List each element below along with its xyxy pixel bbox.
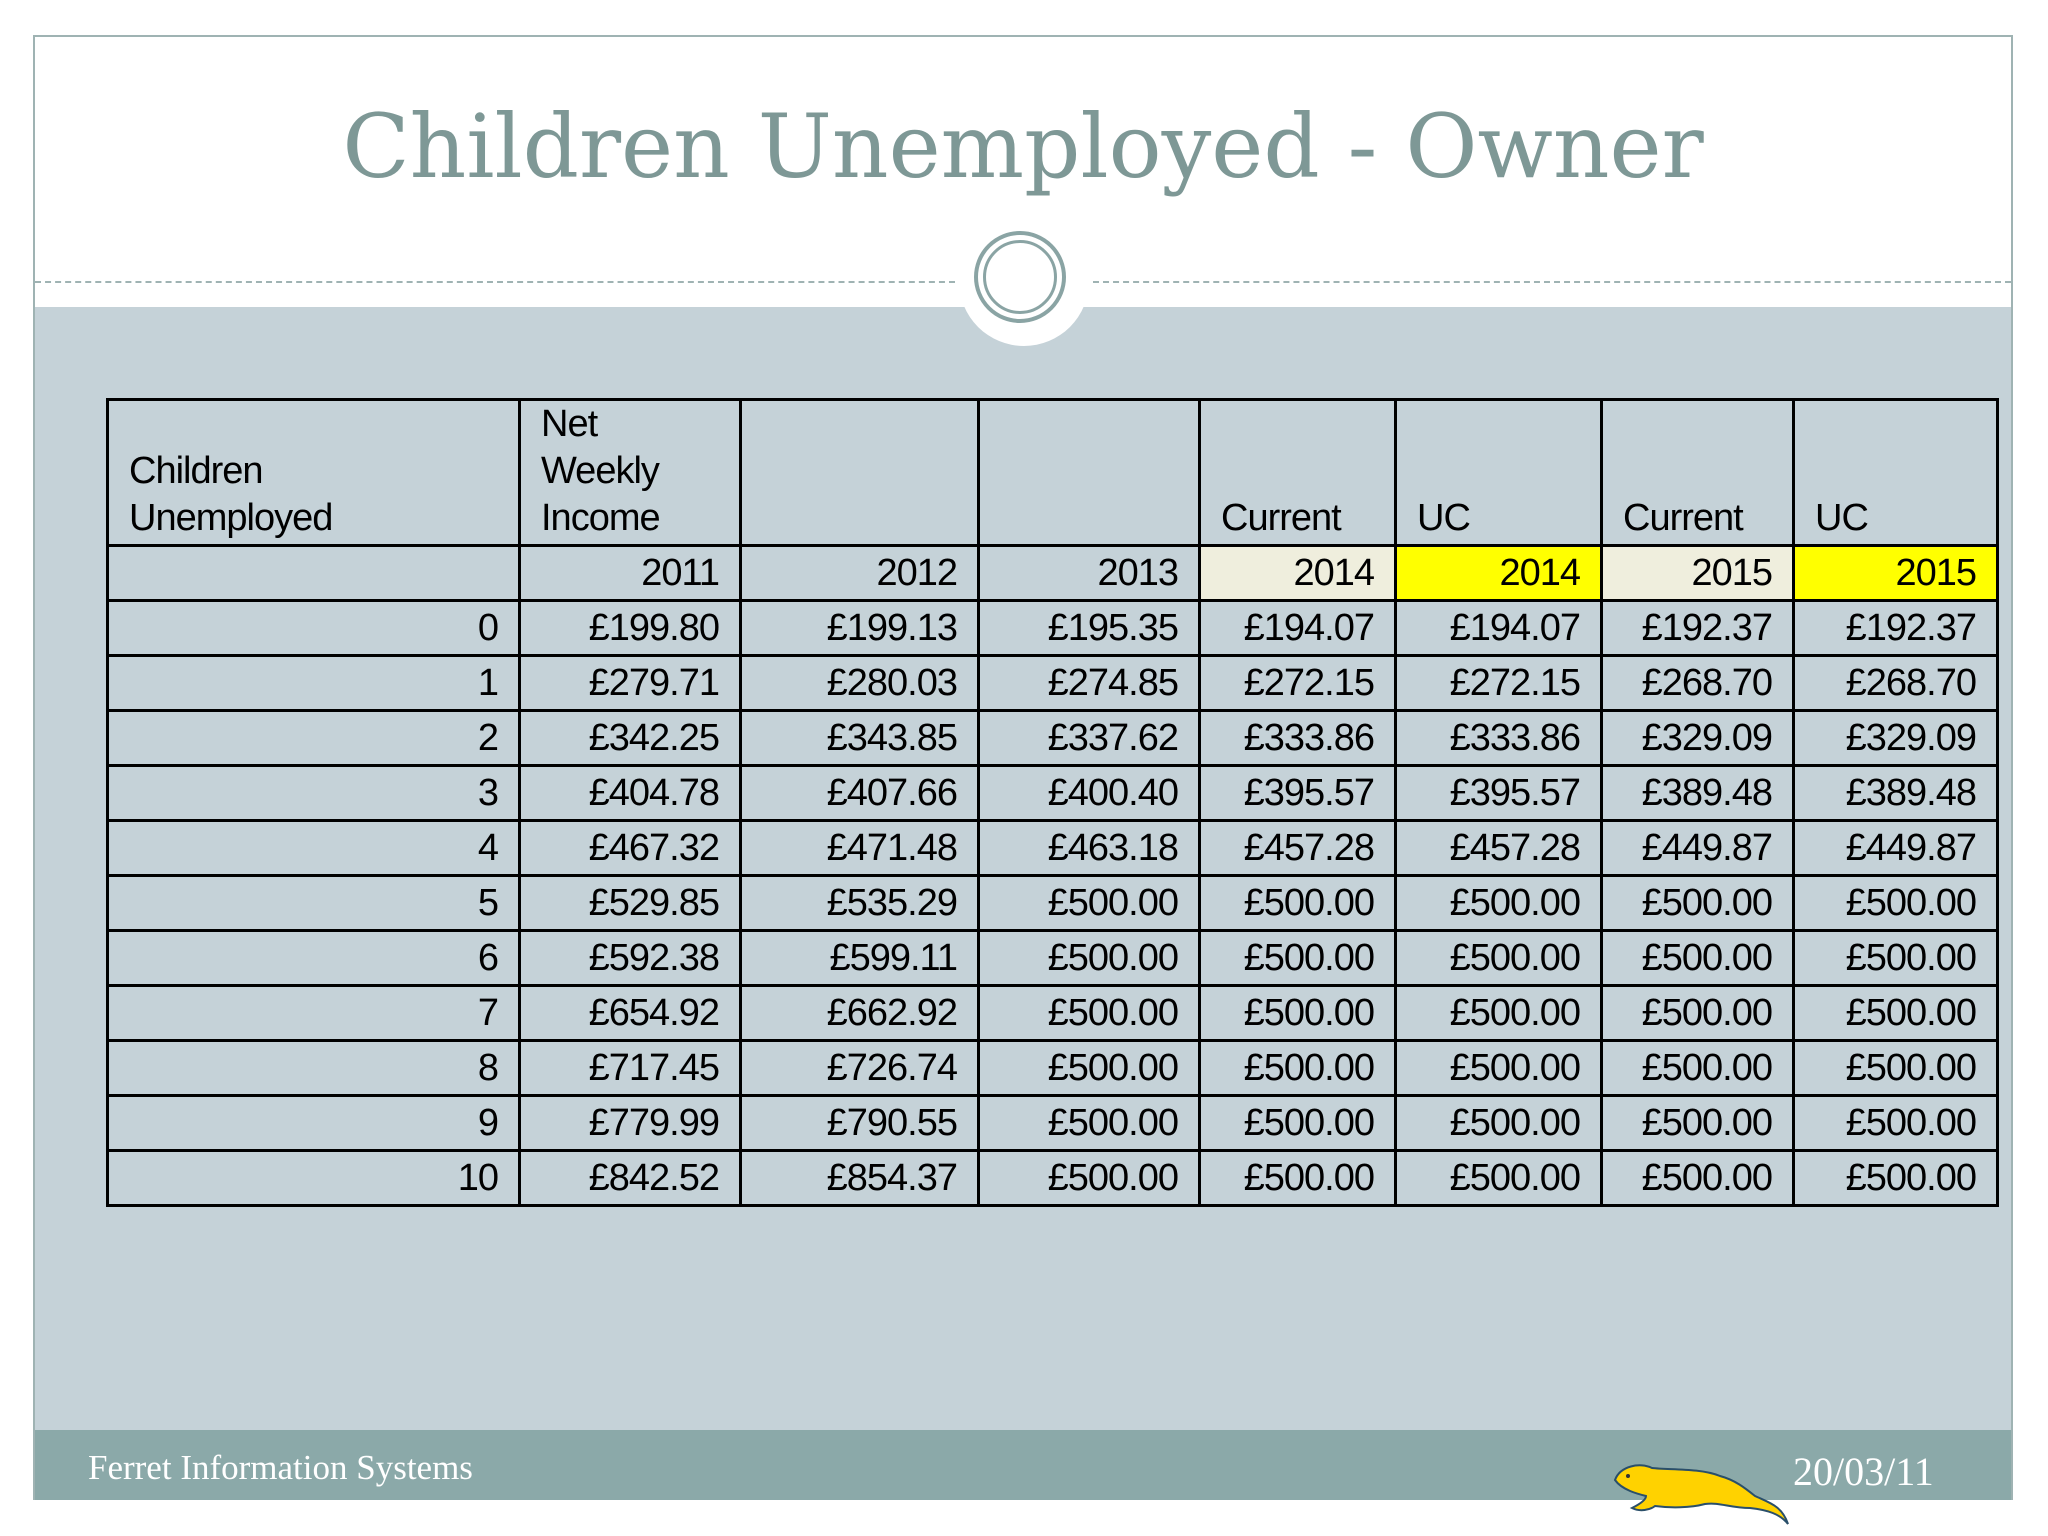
income-cell-current-2014: £500.00 <box>1200 1041 1396 1096</box>
header-text: Income <box>541 497 660 539</box>
header-cell-2013 <box>979 400 1200 546</box>
income-cell-current-2014: £500.00 <box>1200 1096 1396 1151</box>
table-row <box>108 821 1998 876</box>
children-count-cell: 0 <box>108 601 520 656</box>
income-cell-current-2015: £268.70 <box>1602 656 1794 711</box>
income-cell-2013: £500.00 <box>979 876 1200 931</box>
income-cell-current-2014: £272.15 <box>1200 656 1396 711</box>
table-row <box>108 876 1998 931</box>
income-cell-uc-2015: £500.00 <box>1794 876 1998 931</box>
income-cell-2013: £500.00 <box>979 1096 1200 1151</box>
year-row <box>108 546 1998 601</box>
children-count-cell: 2 <box>108 711 520 766</box>
income-cell-2012: £280.03 <box>741 656 979 711</box>
divider-left <box>35 281 955 283</box>
ferret-logo-icon <box>1610 1458 1800 1528</box>
children-count-cell: 4 <box>108 821 520 876</box>
header-cell-children <box>108 400 520 546</box>
income-cell-2011: £404.78 <box>520 766 741 821</box>
header-cell-2012 <box>741 400 979 546</box>
income-cell-uc-2014: £500.00 <box>1396 1041 1602 1096</box>
income-cell-uc-2014: £500.00 <box>1396 1096 1602 1151</box>
income-cell-uc-2014: £457.28 <box>1396 821 1602 876</box>
income-cell-current-2015: £500.00 <box>1602 1096 1794 1151</box>
table-row <box>108 1151 1998 1206</box>
data-table <box>106 398 1999 1207</box>
table-row <box>108 1041 1998 1096</box>
income-cell-current-2015: £500.00 <box>1602 1151 1794 1206</box>
income-cell-2012: £407.66 <box>741 766 979 821</box>
year-cell-2012: 2012 <box>741 546 979 601</box>
income-cell-2012: £726.74 <box>741 1041 979 1096</box>
header-cell-uc-2015 <box>1794 400 1998 546</box>
table-row <box>108 931 1998 986</box>
income-cell-uc-2015: £192.37 <box>1794 601 1998 656</box>
income-cell-2013: £500.00 <box>979 1041 1200 1096</box>
income-cell-2011: £654.92 <box>520 986 741 1041</box>
income-cell-uc-2014: £395.57 <box>1396 766 1602 821</box>
children-count-cell: 3 <box>108 766 520 821</box>
income-cell-2012: £854.37 <box>741 1151 979 1206</box>
income-cell-2013: £400.40 <box>979 766 1200 821</box>
income-cell-current-2015: £500.00 <box>1602 931 1794 986</box>
income-cell-uc-2015: £500.00 <box>1794 1096 1998 1151</box>
table-row <box>108 986 1998 1041</box>
income-cell-uc-2015: £449.87 <box>1794 821 1998 876</box>
income-cell-uc-2015: £500.00 <box>1794 931 1998 986</box>
children-count-cell: 1 <box>108 656 520 711</box>
year-cell-children <box>108 546 520 601</box>
income-cell-2012: £662.92 <box>741 986 979 1041</box>
income-cell-2011: £342.25 <box>520 711 741 766</box>
header-text: Unemployed <box>129 497 333 539</box>
income-cell-uc-2015: £500.00 <box>1794 1151 1998 1206</box>
table-row <box>108 656 1998 711</box>
income-cell-2013: £463.18 <box>979 821 1200 876</box>
income-cell-2012: £790.55 <box>741 1096 979 1151</box>
income-cell-2012: £535.29 <box>741 876 979 931</box>
income-cell-current-2015: £192.37 <box>1602 601 1794 656</box>
children-count-cell: 6 <box>108 931 520 986</box>
income-cell-uc-2015: £268.70 <box>1794 656 1998 711</box>
table-row <box>108 766 1998 821</box>
income-cell-current-2014: £333.86 <box>1200 711 1396 766</box>
header-text: Current <box>1221 497 1341 539</box>
income-cell-uc-2014: £333.86 <box>1396 711 1602 766</box>
header-text: UC <box>1417 497 1470 539</box>
income-cell-uc-2014: £272.15 <box>1396 656 1602 711</box>
income-cell-current-2014: £395.57 <box>1200 766 1396 821</box>
income-cell-2013: £195.35 <box>979 601 1200 656</box>
income-cell-current-2015: £449.87 <box>1602 821 1794 876</box>
income-cell-current-2014: £500.00 <box>1200 1151 1396 1206</box>
income-cell-current-2015: £500.00 <box>1602 986 1794 1041</box>
year-cell-current-2014: 2014 <box>1200 546 1396 601</box>
footer-date: 20/03/11 <box>1793 1449 1934 1494</box>
income-cell-2011: £717.45 <box>520 1041 741 1096</box>
children-count-cell: 8 <box>108 1041 520 1096</box>
income-cell-current-2014: £194.07 <box>1200 601 1396 656</box>
income-cell-uc-2015: £329.09 <box>1794 711 1998 766</box>
header-cell-uc-2014 <box>1396 400 1602 546</box>
children-count-cell: 5 <box>108 876 520 931</box>
income-cell-2011: £592.38 <box>520 931 741 986</box>
year-cell-2013: 2013 <box>979 546 1200 601</box>
year-cell-2011: 2011 <box>520 546 741 601</box>
income-cell-2012: £343.85 <box>741 711 979 766</box>
year-cell-uc-2014: 2014 <box>1396 546 1602 601</box>
year-cell-current-2015: 2015 <box>1602 546 1794 601</box>
divider-right <box>1093 281 2011 283</box>
header-cell-current-2015 <box>1602 400 1794 546</box>
income-cell-current-2014: £500.00 <box>1200 931 1396 986</box>
income-cell-current-2014: £500.00 <box>1200 986 1396 1041</box>
header-cell-current-2014 <box>1200 400 1396 546</box>
table-row <box>108 601 1998 656</box>
income-cell-2012: £199.13 <box>741 601 979 656</box>
table-row <box>108 711 1998 766</box>
income-cell-uc-2014: £500.00 <box>1396 876 1602 931</box>
income-cell-current-2014: £457.28 <box>1200 821 1396 876</box>
income-cell-2011: £199.80 <box>520 601 741 656</box>
income-cell-uc-2015: £389.48 <box>1794 766 1998 821</box>
table-row <box>108 1096 1998 1151</box>
income-cell-uc-2015: £500.00 <box>1794 986 1998 1041</box>
children-count-cell: 7 <box>108 986 520 1041</box>
income-cell-current-2015: £500.00 <box>1602 876 1794 931</box>
income-cell-uc-2015: £500.00 <box>1794 1041 1998 1096</box>
header-cell-2011 <box>520 400 741 546</box>
header-text: Weekly <box>541 450 659 492</box>
header-text: Children <box>129 450 263 492</box>
income-cell-current-2014: £500.00 <box>1200 876 1396 931</box>
income-cell-2011: £842.52 <box>520 1151 741 1206</box>
income-cell-2013: £500.00 <box>979 931 1200 986</box>
header-text: UC <box>1815 497 1868 539</box>
income-cell-2011: £279.71 <box>520 656 741 711</box>
year-cell-uc-2015: 2015 <box>1794 546 1998 601</box>
income-cell-current-2015: £500.00 <box>1602 1041 1794 1096</box>
footer-company: Ferret Information Systems <box>88 1448 473 1487</box>
header-text: Net <box>541 403 598 445</box>
income-cell-uc-2014: £194.07 <box>1396 601 1602 656</box>
income-cell-uc-2014: £500.00 <box>1396 986 1602 1041</box>
divider-ornament-inner <box>983 240 1057 314</box>
income-cell-current-2015: £329.09 <box>1602 711 1794 766</box>
header-row <box>108 400 1998 546</box>
children-count-cell: 9 <box>108 1096 520 1151</box>
income-cell-2013: £500.00 <box>979 1151 1200 1206</box>
income-cell-2011: £779.99 <box>520 1096 741 1151</box>
header-text: Current <box>1623 497 1743 539</box>
income-cell-uc-2014: £500.00 <box>1396 931 1602 986</box>
income-cell-uc-2014: £500.00 <box>1396 1151 1602 1206</box>
children-count-cell: 10 <box>108 1151 520 1206</box>
slide-title: Children Unemployed - Owner <box>342 95 1704 198</box>
income-cell-2012: £599.11 <box>741 931 979 986</box>
income-cell-2011: £467.32 <box>520 821 741 876</box>
income-cell-2013: £274.85 <box>979 656 1200 711</box>
income-cell-2011: £529.85 <box>520 876 741 931</box>
income-cell-2013: £337.62 <box>979 711 1200 766</box>
income-cell-current-2015: £389.48 <box>1602 766 1794 821</box>
income-cell-2012: £471.48 <box>741 821 979 876</box>
income-cell-2013: £500.00 <box>979 986 1200 1041</box>
